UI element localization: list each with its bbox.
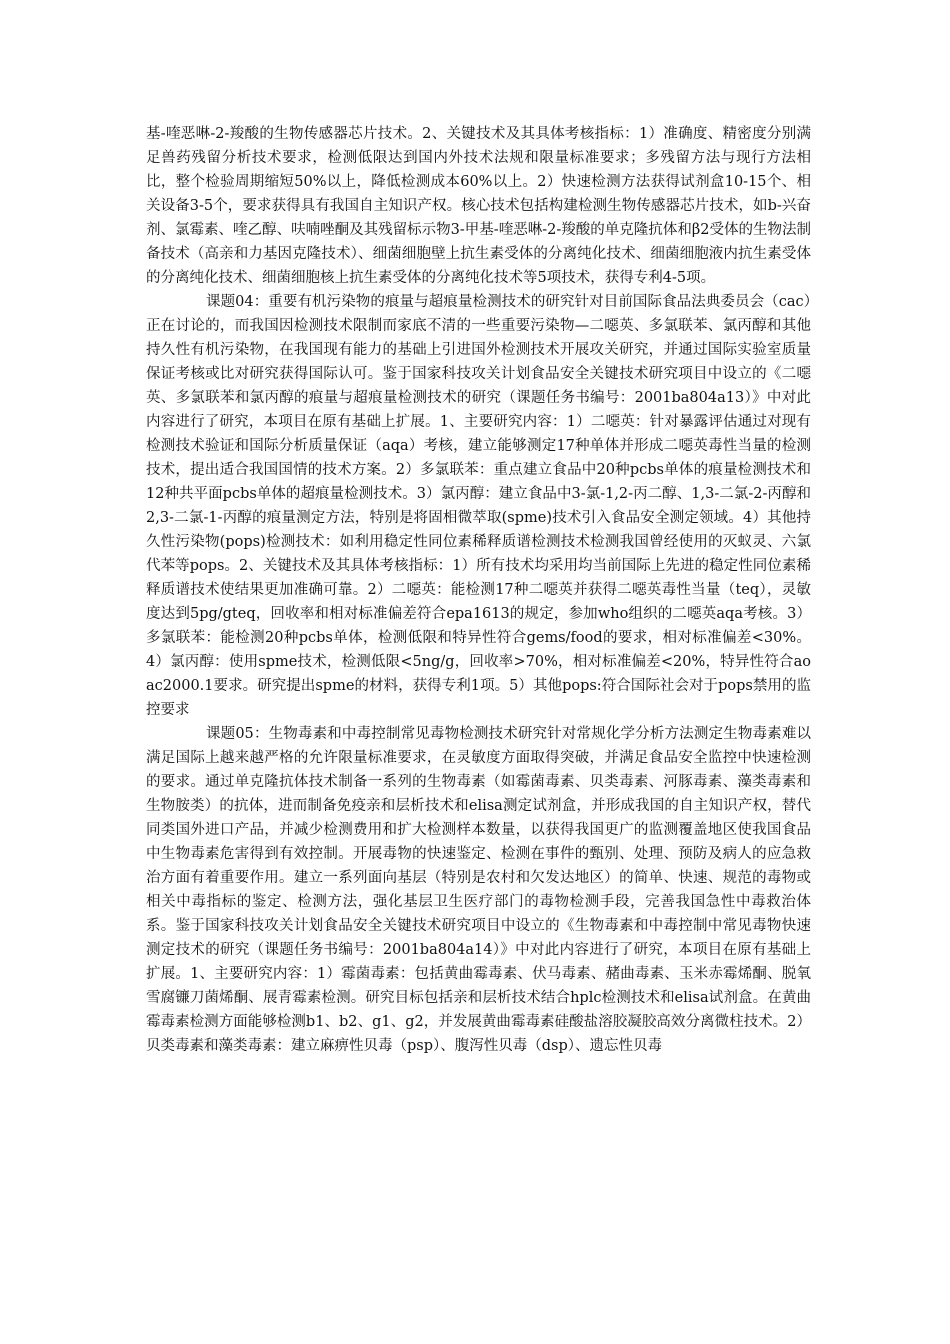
document-body (146, 122, 811, 1058)
paragraph-topic-05: 课题05：生物毒素和中毒控制常见毒物检测技术研究针对常规化学分析方法测定生物毒素难以满足国际上越来越严格的允许限量标准要求，在灵敏度方面取得突破，并满足食品安全监控中快速检测的要求。通过单克隆抗体技术制备一系列的生物毒素（如霉菌毒素、贝类毒素、河豚毒素、藻类毒素和生物胺类）的抗体，进而制备免疫亲和层析技术和elisa测定试剂盒，并形成我国的自主知识产权，替代同类国外进口产品，并减少检测费用和扩大检测样本数量，以获得我国更广的监测覆盖地区使我国食品中生物毒素危害得到有效控制。开展毒物的快速鉴定、检测在事件的甄别、处理、预防及病人的应急救治方面有着重要作用。建立一系列面向基层（特别是农村和欠发达地区）的简单、快速、规范的毒物或相关中毒指标的鉴定、检测方法，强化基层卫生医疗部门的毒物检测手段，完善我国急性中毒救治体系。鉴于国家科技攻关计划食品安全关键技术研究项目中设立的《生物毒素和中毒控制中常见毒物快速测定技术的研究（课题任务书编号：2001ba804a14）》中对此内容进行了研究，本项目在原有基础上扩展。1、主要研究内容：1）霉菌毒素：包括黄曲霉毒素、伏马毒素、赭曲毒素、玉米赤霉烯酮、脱氧雪腐镰刀菌烯酮、展青霉素检测。研究目标包括亲和层析技术结合hplc检测技术和elisa试剂盒。在黄曲霉毒素检测方面能够检测b1、b2、g1、g2，并发展黄曲霉毒素硅酸盐溶胶凝胶高效分离微柱技术。2）贝类毒素和藻类毒素：建立麻痹性贝毒（psp）、腹泻性贝毒（dsp）、遗忘性贝毒 (146, 726, 811, 1054)
paragraph-continuation: 基-喹恶啉-2-羧酸的生物传感器芯片技术。2、关键技术及其具体考核指标：1）准确度、精密度分别满足兽药残留分析技术要求，检测低限达到国内外技术法规和限量标准要求；多残留方法与现行方法相比，整个检验周期缩短50%以上，降低检测成本60%以上。2）快速检测方法获得试剂盒10-15个、相关设备3-5个，要求获得具有我国自主知识产权。核心技术包括构建检测生物传感器芯片技术，如b-兴奋剂、氯霉素、喹乙醇、呋喃唑酮及其残留标示物3-甲基-喹恶啉-2-羧酸的单克隆抗体和β2受体的生物法制备技术（高亲和力基因克隆技术）、细菌细胞壁上抗生素受体的分离纯化技术、细菌细胞液内抗生素受体的分离纯化技术、细菌细胞核上抗生素受体的分离纯化技术等5项技术，获得专利4-5项。 (146, 126, 811, 286)
paragraph-topic-04: 课题04：重要有机污染物的痕量与超痕量检测技术的研究针对目前国际食品法典委员会（cac）正在讨论的，而我国因检测技术限制而家底不清的一些重要污染物—二噁英、多氯联苯、氯丙醇和其他持久性有机污染物，在我国现有能力的基础上引进国外检测技术开展攻关研究，并通过国际实验室质量保证考核或比对研究获得国际认可。鉴于国家科技攻关计划食品安全关键技术研究项目中设立的《二噁英、多氯联苯和氯丙醇的痕量与超痕量检测技术的研究（课题任务书编号：2001ba804a13）》中对此内容进行了研究，本项目在原有基础上扩展。1、主要研究内容：1）二噁英：针对暴露评估通过对现有检测技术验证和国际分析质量保证（aqa）考核，建立能够测定17种单体并形成二噁英毒性当量的检测技术，提出适合我国国情的技术方案。2）多氯联苯：重点建立食品中20种pcbs单体的痕量检测技术和12种共平面pcbs单体的超痕量检测技术。3）氯丙醇：建立食品中3-氯-1,2-丙二醇、1,3-二氯-2-丙醇和2,3-二氯-1-丙醇的痕量测定方法，特别是将固相微萃取(spme)技术引入食品安全测定领域。4）其他持久性污染物(pops)检测技术：如利用稳定性同位素稀释质谱检测技术检测我国曾经使用的灭蚁灵、六氯代苯等pops。2、关键技术及其具体考核指标：1）所有技术均采用均当前国际上先进的稳定性同位素稀释质谱技术使结果更加准确可靠。2）二噁英：能检测17种二噁英并获得二噁英毒性当量（teq），灵敏度达到5pg/gteq，回收率和相对标准偏差符合epa1613的规定，参加who组织的二噁英aqa考核。3）多氯联苯：能检测20种pcbs单体，检测低限和特异性符合gems/food的要求，相对标准偏差<30%。4）氯丙醇：使用spme技术，检测低限<5ng/g，回收率>70%，相对标准偏差<20%，特异性符合aoac2000.1要求。研究提出spme的材料，获得专利1项。5）其他pops:符合国际社会对于pops禁用的监控要求 (146, 294, 811, 718)
